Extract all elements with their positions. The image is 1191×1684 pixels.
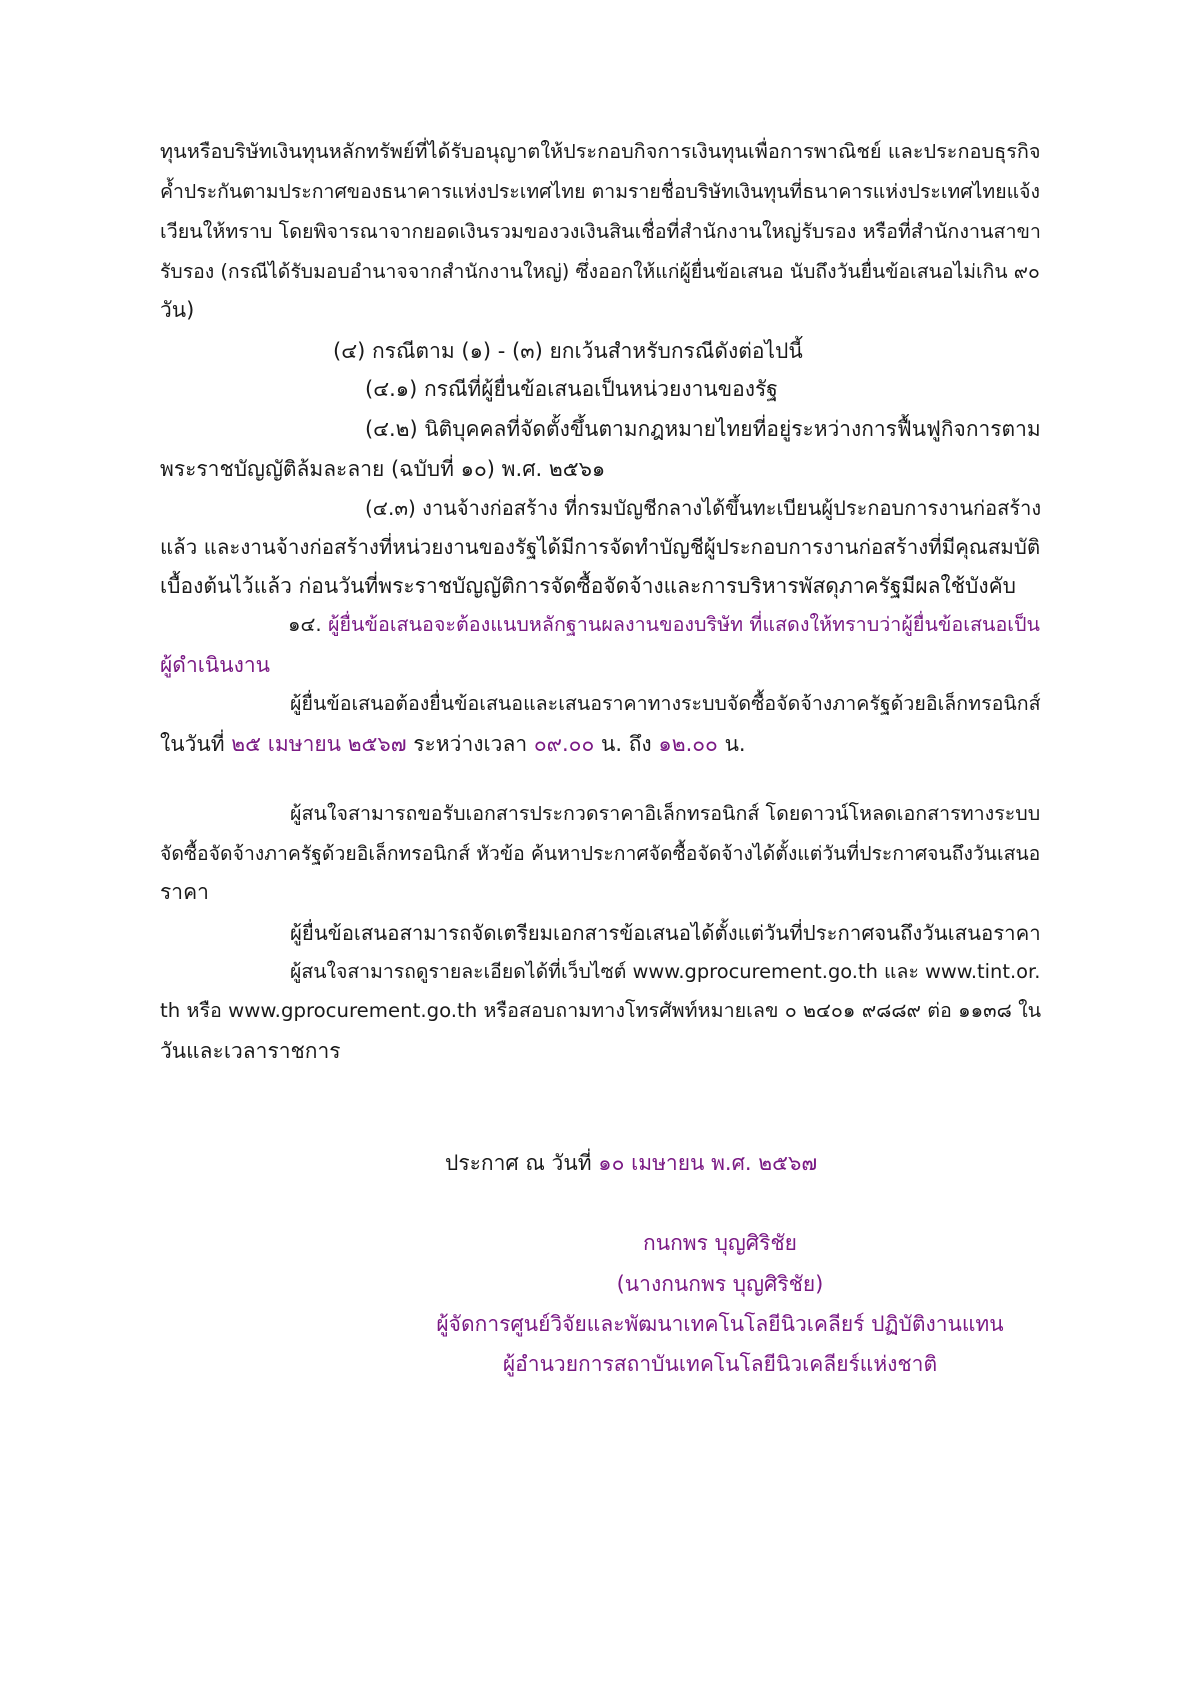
submission-to: น. ถึง [601,732,652,756]
signature-full-name: (นางกนกพร บุญศิริชัย) [616,1272,824,1296]
item-4-2-continued: พระราชบัญญัติล้มละลาย (ฉบับที่ ๑๐) พ.ศ. ๒๕๖๑ [160,457,606,481]
signature-position-2: ผู้อำนวยการสถาบันเทคโนโลยีนิวเคลียร์แห่งชาติ [502,1352,938,1376]
signature-position-1: ผู้จัดการศูนย์วิจัยและพัฒนาเทคโนโลยีนิวเคลียร์ ปฏิบัติงานแทน [436,1312,1004,1336]
item-4-1: (๔.๑) กรณีที่ผู้ยื่นข้อเสนอเป็นหน่วยงานของรัฐ [365,377,778,401]
prepare-line: ผู้ยื่นข้อเสนอสามารถจัดเตรียมเอกสารข้อเสนอได้ตั้งแต่วันที่ประกาศจนถึงวันเสนอราคา [290,921,1041,945]
item-14-number: ๑๔. [288,613,322,636]
body-line-4: รับรอง (กรณีได้รับมอบอำนาจจากสำนักงานใหญ่) ซึ่งออกให้แก่ผู้ยื่นข้อเสนอ นับถึงวันยื่นข้อเสนอไม่เกิน ๙๐ [160,260,1040,283]
submission-unit: น. [724,732,746,756]
item-4-3: (๔.๓) งานจ้างก่อสร้าง ที่กรมบัญชีกลางได้ขึ้นทะเบียนผู้ประกอบการงานก่อสร้าง [365,496,1042,520]
announcement-prefix: ประกาศ ณ วันที่ [445,1151,592,1175]
submission-line-1: ผู้ยื่นข้อเสนอต้องยื่นข้อเสนอและเสนอราคาทางระบบจัดซื้อจัดจ้างภาครัฐด้วยอิเล็กทรอนิกส์ [290,692,1041,715]
item-4-2: (๔.๒) นิติบุคคลที่จัดตั้งขึ้นตามกฎหมายไทยที่อยู่ระหว่างการฟื้นฟูกิจการตาม [365,417,1041,441]
interest-line-2: จัดซื้อจัดจ้างภาครัฐด้วยอิเล็กทรอนิกส์ หัวข้อ ค้นหาประกาศจัดซื้อจัดจ้างได้ตั้งแต่วันที่ประกาศจนถึงวันเสนอ [160,842,1041,865]
announcement-date: ๑๐ เมษายน พ.ศ. ๒๕๖๗ [598,1151,818,1175]
announcement-date-line [445,1149,817,1177]
body-line-5: วัน) [160,298,195,322]
interest-line-3: ราคา [160,880,209,904]
signature-name: กนกพร บุญศิริชัย [643,1231,797,1255]
submission-date: ๒๕ เมษายน ๒๕๖๗ [231,732,407,756]
submission-time-start: ๐๙.๐๐ [533,732,595,756]
body-line-2: ค้ำประกันตามประกาศของธนาคารแห่งประเทศไทย ตามรายชื่อบริษัทเงินทุนที่ธนาคารแห่งประเทศไทยแจ้ง [160,180,1041,203]
body-line-1: ทุนหรือบริษัทเงินทุนหลักทรัพย์ที่ได้รับอนุญาตให้ประกอบกิจการเงินทุนเพื่อการพาณิชย์ และประกอบธุรกิจ [160,140,1041,163]
interest-line-1: ผู้สนใจสามารถขอรับเอกสารประกวดราคาอิเล็กทรอนิกส์ โดยดาวน์โหลดเอกสารทางระบบ [290,802,1041,825]
item-14-line-2: ผู้ดำเนินงาน [160,653,271,677]
item-4-heading: (๔) กรณีตาม (๑) - (๓) ยกเว้นสำหรับกรณีดังต่อไปนี้ [333,339,803,363]
submission-prefix: ในวันที่ [160,732,225,756]
submission-line-2 [160,730,746,758]
submission-time-end: ๑๒.๐๐ [658,732,718,756]
website-line-2: th หรือ www.gprocurement.go.th หรือสอบถามทางโทรศัพท์หมายเลข ๐ ๒๔๐๑ ๙๘๘๙ ต่อ ๑๑๓๘ ใน [160,999,1042,1022]
item-4-3-line-2: แล้ว และงานจ้างก่อสร้างที่หน่วยงานของรัฐได้มีการจัดทำบัญชีผู้ประกอบการงานก่อสร้างที่มีคุณสมบัติ [160,535,1041,559]
website-line-3: วันและเวลาราชการ [160,1039,341,1063]
submission-between: ระหว่างเวลา [413,732,528,756]
item-14-line-1 [288,611,1040,639]
item-4-3-line-3: เบื้องต้นไว้แล้ว ก่อนวันที่พระราชบัญญัติการจัดซื้อจัดจ้างและการบริหารพัสดุภาครัฐมีผลใช้บังคับ [160,574,1016,598]
body-line-3: เวียนให้ทราบ โดยพิจารณาจากยอดเงินรวมของวงเงินสินเชื่อที่สำนักงานใหญ่รับรอง หรือที่สำนักงานสาขา [160,220,1041,243]
item-14-text: ผู้ยื่นข้อเสนอจะต้องแนบหลักฐานผลงานของบริษัท ที่แสดงให้ทราบว่าผู้ยื่นข้อเสนอเป็น [327,613,1040,636]
website-line-1: ผู้สนใจสามารถดูรายละเอียดได้ที่เว็บไซต์ www.gprocurement.go.th และ www.tint.or. [290,960,1041,983]
